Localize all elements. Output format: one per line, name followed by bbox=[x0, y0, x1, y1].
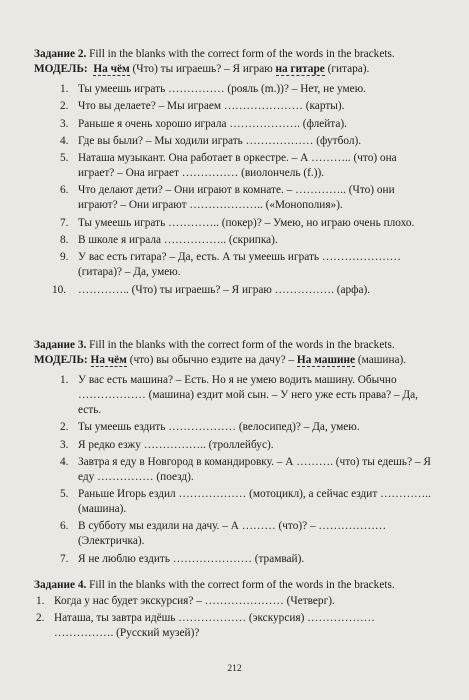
task-2-title: Задание 2. bbox=[34, 48, 87, 60]
task-3-instruction: Fill in the blanks with the correct form of the words in the brackets. bbox=[86, 339, 395, 351]
item-number: 5. bbox=[60, 152, 69, 165]
item-number: 2. bbox=[60, 421, 69, 434]
list-item bbox=[60, 519, 434, 549]
model-label: МОДЕЛЬ: bbox=[34, 63, 88, 75]
model-label: МОДЕЛЬ: bbox=[34, 354, 88, 366]
item-number: 4. bbox=[60, 134, 69, 147]
task-4 bbox=[34, 578, 434, 644]
task-2-heading bbox=[34, 47, 434, 62]
item-text: Ты умеешь играть ………….. (покер)? – Умею, но играю очень плохо. bbox=[78, 216, 415, 229]
item-text: Что делают дети? – Они играют в комнате. – ………….. (Что) они играют? – Они играют ……………….. («Монополия»). bbox=[78, 184, 395, 212]
list-item bbox=[36, 611, 434, 641]
item-text: Раньше я очень хорошо играла ………………. (флейта). bbox=[78, 117, 347, 130]
item-number: 6. bbox=[60, 184, 69, 197]
list-item bbox=[60, 455, 434, 485]
item-text: Наташа, ты завтра идёшь ……………… (экскурсия) ……………… ……………. (Русский музей)? bbox=[54, 612, 375, 640]
item-text: В субботу мы ездили на дачу. – А ……… (что)? – ……………… (Электричка). bbox=[78, 520, 387, 548]
item-number: 7. bbox=[60, 216, 69, 229]
item-text: ………….. (Что) ты играешь? – Я играю ……………. (арфа). bbox=[78, 283, 371, 296]
task-2-instruction: Fill in the blanks with the correct form of the words in the brackets. bbox=[86, 48, 395, 60]
list-item bbox=[60, 438, 434, 453]
task-2 bbox=[34, 47, 434, 300]
task-3-model bbox=[34, 353, 434, 368]
item-number: 1. bbox=[60, 83, 69, 95]
item-text: У вас есть машина? – Есть. Но я не умею водить машину. Обычно ……………… (машина) ездит мой сын. – У него уже есть права? – Да, есть. bbox=[78, 374, 418, 416]
list-item bbox=[60, 420, 434, 435]
item-text: Я не люблю ездить ………………… (трамвай). bbox=[78, 552, 305, 565]
item-number: 9. bbox=[60, 251, 69, 264]
task-3-exercise-list bbox=[60, 373, 434, 567]
item-number: 6. bbox=[60, 520, 69, 533]
list-item bbox=[60, 183, 434, 213]
task-2-exercise-list bbox=[52, 82, 434, 298]
item-text: В школе я играла …………….. (скрипка). bbox=[78, 234, 278, 247]
item-text: У вас есть гитара? – Да, есть. А ты умеешь играть ………………… (гитара)? – Да, умею. bbox=[78, 251, 401, 279]
model-text-1: (Что) ты играешь? – Я играю bbox=[129, 63, 276, 75]
task-2-model bbox=[34, 62, 434, 77]
model-text-2: (гитара). bbox=[324, 63, 370, 75]
item-text: Где вы были? – Мы ходили играть ……………… (футбол). bbox=[78, 134, 362, 147]
list-item bbox=[52, 283, 434, 298]
task-3-title: Задание 3. bbox=[34, 339, 87, 351]
list-item bbox=[60, 216, 434, 231]
item-number: 3. bbox=[60, 438, 69, 451]
list-item bbox=[60, 151, 434, 181]
item-text: Завтра я еду в Новгород в командировку. – А ………. (что) ты едешь? – Я еду …………… (поезд). bbox=[78, 455, 431, 483]
item-number: 5. bbox=[60, 488, 69, 501]
model-text-2: (машина). bbox=[355, 354, 407, 366]
model-answer-1: На чём bbox=[90, 354, 127, 366]
task-3-heading bbox=[34, 338, 434, 353]
item-number: 3. bbox=[60, 117, 69, 130]
item-number: 2. bbox=[36, 612, 45, 625]
task-4-instruction: Fill in the blanks with the correct form of the words in the brackets. bbox=[86, 579, 395, 591]
item-text: Я редко езжу …………….. (троллейбус). bbox=[78, 438, 274, 451]
list-item bbox=[60, 99, 434, 114]
model-text-1: (что) вы обычно ездите на дачу? – bbox=[126, 354, 297, 366]
list-item bbox=[60, 250, 434, 280]
list-item bbox=[60, 373, 434, 418]
list-item bbox=[60, 487, 434, 517]
item-text: Ты умеешь играть …………… (рояль (m.))? – Нет, не умею. bbox=[78, 83, 366, 95]
list-item bbox=[60, 134, 434, 149]
task-4-exercise-list bbox=[36, 594, 434, 641]
item-number: 7. bbox=[60, 552, 69, 565]
list-item bbox=[60, 82, 434, 97]
list-item bbox=[36, 594, 434, 609]
item-text: Когда у нас будет экскурсия? – ………………… (Четверг). bbox=[54, 595, 335, 607]
item-number: 4. bbox=[60, 455, 69, 468]
list-item bbox=[60, 117, 434, 132]
task-3 bbox=[34, 338, 434, 569]
item-text: Наташа музыкант. Она работает в оркестре. – А ……….. (что) она играет? – Она играет …………… (виолончель (f.)). bbox=[78, 152, 397, 180]
list-item bbox=[60, 552, 434, 567]
task-4-title: Задание 4. bbox=[34, 579, 87, 591]
model-answer-2: На машине bbox=[296, 354, 356, 366]
task-4-heading bbox=[34, 578, 434, 593]
item-text: Что вы делаете? – Мы играем ………………… (карты). bbox=[78, 100, 345, 113]
item-number: 1. bbox=[60, 374, 69, 386]
item-text: Раньше Игорь ездил ……………… (мотоцикл), а сейчас ездит ………….. (машина). bbox=[78, 488, 431, 516]
page-number: 212 bbox=[227, 664, 242, 674]
model-answer-2: на гитаре bbox=[275, 63, 325, 75]
item-number: 2. bbox=[60, 100, 69, 113]
list-item bbox=[60, 233, 434, 248]
item-number: 1. bbox=[36, 595, 45, 607]
item-number: 8. bbox=[60, 234, 69, 247]
item-number: 10. bbox=[52, 283, 67, 296]
model-answer-1: На чём bbox=[93, 63, 130, 75]
item-text: Ты умеешь ездить ……………… (велосипед)? – Да, умею. bbox=[78, 421, 360, 434]
